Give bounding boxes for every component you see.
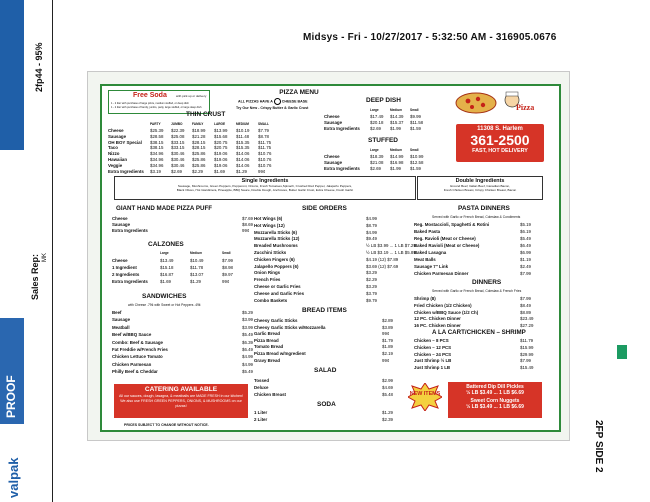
menu-item-price: $6.19 <box>520 229 531 234</box>
menu-item-name: Extra Ingredients <box>324 126 360 132</box>
proof-rail <box>0 0 52 502</box>
menu-item-name: Veggie <box>108 162 123 168</box>
menu-item-name: Pizza Bread w/Ingredient <box>254 351 306 356</box>
column-header: Small <box>410 147 419 152</box>
side-label: 2FP SIDE 2 <box>593 420 604 473</box>
menu-item-price: 99¢ <box>382 357 390 363</box>
address: 11308 S. Harlem <box>477 126 523 132</box>
menu-item-name: Cheese or Garlic Fries <box>254 284 301 289</box>
menu-item-price: $33.15 <box>171 139 185 145</box>
menu-item-price: ½ LB $3.19 ... 1 LB $5.89 <box>366 250 416 255</box>
double-ingredients-box <box>417 176 543 200</box>
menu-item-name: Sausage <box>108 133 127 139</box>
menu-item-price: $14.06 <box>236 157 250 162</box>
phone-number: 361-2500 <box>470 132 530 148</box>
menu-item-name: Chicken – 8 PCS <box>414 338 449 343</box>
menu-item-price: $10.49 <box>190 258 204 263</box>
menu-item-name: Jalapeño Poppers (6) <box>254 263 299 269</box>
menu-item-price: 99¢ <box>258 168 266 174</box>
menu-item-price: $1.19 <box>520 257 531 262</box>
menu-item-price: $9.79 <box>366 297 377 303</box>
column-header: LARGE <box>214 122 226 127</box>
column-header: Medium <box>390 107 403 112</box>
menu-item-name: Meatball <box>112 324 130 330</box>
prices-note: PRICES SUBJECT TO CHANGE WITHOUT NOTICE. <box>124 423 209 427</box>
menu-item-price: $2.49 <box>520 264 531 269</box>
menu-item-name: 16 PC. Chicken Dinner <box>414 323 461 329</box>
menu-item-price: $6.39 <box>242 339 253 345</box>
menu-item-price: $2.29 <box>192 168 203 174</box>
soda-title: SODA <box>317 401 336 408</box>
menu-item-price: $7.99 <box>222 258 233 263</box>
menu-item-name: 1 Liter <box>254 410 268 415</box>
menu-item-name: Sausage <box>324 160 343 166</box>
menu-item-price: $18.39 <box>370 154 384 159</box>
menu-item-price: $3.99 <box>242 317 253 323</box>
menu-item-price: $14.39 <box>390 114 404 119</box>
new-items-label: NEW ITEMS <box>409 391 441 397</box>
menu-item-name: Mozzarella Sticks (12) <box>254 236 300 242</box>
menu-item-price: $8.69 <box>242 222 253 228</box>
menu-item-price: $11.78 <box>190 265 204 270</box>
sales-rep-label: Sales Rep: <box>30 253 40 300</box>
menu-item-price: 99¢ <box>242 228 250 234</box>
menu-item-name: 2 Ingredients <box>112 272 140 277</box>
menu-item-price: $8.49 <box>520 302 531 308</box>
menu-item-name: Hot Wings (6) <box>254 216 283 221</box>
calzones-title: CALZONES <box>148 241 184 248</box>
bread-items-title: BREAD ITEMS <box>302 307 347 314</box>
pizza-menu-sub: ALL PIZZAS HAVE A CHEESE BASE <box>238 99 308 104</box>
menu-item-name: Baked Pasta <box>414 229 441 234</box>
menu-item-price: $11.58 <box>410 120 424 126</box>
proof-badge <box>0 318 24 424</box>
menu-item-price: $34.96 <box>150 151 164 157</box>
catering-text: All our sauces, dough, lasagna, & meatballs are MADE FRESH in our kitchen! We also use FRESH GREEN PEPPERS, ONIONS, & MUSHROOMS on our pizzas! <box>118 394 244 408</box>
menu-item-name: Beef <box>112 310 122 315</box>
menu-item-price: $15.68 <box>214 133 228 139</box>
menu-item-name: Cheese <box>108 128 124 133</box>
menu-item-name: Pizza Bread <box>254 337 279 343</box>
pizza-menu-title: PIZZA MENU <box>279 89 319 96</box>
menu-item-price: $1.79 <box>382 337 393 343</box>
menu-item-name: Baked Ravioli (Meat or Cheese) <box>414 243 480 248</box>
menu-item-name: Combo Baskets <box>254 297 288 303</box>
menu-item-name: 1 Ingredient <box>112 265 137 270</box>
menu-item-price: $20.75 <box>214 145 228 151</box>
proof-code: 2fp44 - 95% <box>34 42 44 92</box>
menu-item-price: $12.58 <box>410 160 424 166</box>
menu-item-name: Cheese <box>112 216 128 221</box>
menu-item-price: $1.29 <box>382 410 393 415</box>
menu-item-name: Just Shrimp ½ LB <box>414 358 452 364</box>
menu-item-price: $8.98 <box>222 265 233 270</box>
menu-item-price: $4.99 <box>242 361 253 367</box>
menu-item-name: Hawaiian <box>108 157 128 162</box>
pickles-title: Battered Dip Dill Pickles <box>466 384 524 390</box>
menu-item-name: Onion Rings <box>254 270 281 276</box>
menu-item-name: Zucchini Sticks <box>254 250 287 255</box>
menu-item-name: Chicken Parmesan Dinner <box>414 271 469 276</box>
column-header: MEDIUM <box>236 122 249 127</box>
dinners-title: DINNERS <box>472 279 502 286</box>
free-soda-note: with pick up or delivery <box>176 94 207 98</box>
menu-item-name: Reg. Mostaccioli, Spaghetti & Rotini <box>414 222 490 227</box>
menu-item-price: $8.89 <box>520 309 531 315</box>
menu-item-name: Just Shrimp 1 LB <box>414 365 451 371</box>
menu-item-name: Baked Lasagna <box>414 250 447 255</box>
menu-item-price: $3.29 <box>366 270 377 276</box>
crust-note: Try Our New - Crispy Butter & Garlic Crust <box>236 106 309 110</box>
menu-item-price: $38.15 <box>150 139 164 145</box>
menu-item-name: Cheesy Garlic Sticks w/Mozzarella <box>254 324 326 330</box>
menu-item-price: $10.76 <box>258 162 272 168</box>
menu-item-price: $34.96 <box>150 157 164 162</box>
menu-item-price: $13.49 <box>160 258 174 263</box>
menu-item-name: French Fries <box>254 277 281 283</box>
menu-item-name: Sausage <box>112 317 131 323</box>
menu-item-price: $7.99 <box>520 296 531 301</box>
valpak-logo: valpak <box>6 457 21 498</box>
corn-price: ½ LB $3.49 ... 1 LB $6.69 <box>466 404 524 410</box>
menu-item-name: Chicken – 24 PCS <box>414 351 452 357</box>
menu-item-name: Chicken – 12 PCS <box>414 344 452 350</box>
menu-item-price: $11.79 <box>520 338 534 343</box>
menu-item-price: $5.49 <box>242 332 253 338</box>
menu-item-price: $10.76 <box>258 151 272 157</box>
menu-item-price: $21.28 <box>192 133 206 139</box>
menu-item-name: Meat Balls <box>414 257 436 262</box>
menu-item-price: $15.37 <box>390 120 404 126</box>
alacart-title: A LA CART/CHICKEN – SHRIMP <box>432 329 526 336</box>
menu-item-price: $10.99 <box>410 154 424 159</box>
menu-item-price: $9.97 <box>222 272 233 277</box>
menu-item-price: $38.15 <box>150 145 164 151</box>
sales-rep-value: MK <box>42 253 48 262</box>
single-ingredients-list-1: Sausage, Mushrooms, Green Peppers, Pepperoni, Onions, Fresh Tomatoes,Spinach, Crushed Red Pepper, Jalapeño Peppers, <box>177 184 353 188</box>
menu-item-name: Hot Wings (12) <box>254 222 285 228</box>
menu-item-name: Shrimp (8) <box>414 296 436 301</box>
menu-item-price: $15.35 <box>236 139 250 145</box>
menu-item-price: $25.86 <box>192 162 206 168</box>
double-ingredients-list-2: Fresh Chicken Breast, Crispy Chicken Breast, Bacon <box>443 188 517 192</box>
menu-item-price: $17.49 <box>370 114 384 119</box>
column-header: Large <box>160 251 169 255</box>
column-header: JUMBO <box>171 122 183 127</box>
menu-item-price: $5.49 <box>520 236 531 241</box>
free-soda-title: Free Soda <box>133 92 167 99</box>
free-soda-fine-2: 1 - 2 liter with purchase of family, jumbo, party, large stuffed, or large deep dish <box>111 106 202 109</box>
new-items-box <box>448 382 542 418</box>
menu-item-name: Extra Ingredients <box>324 166 360 172</box>
column-header: Large <box>370 107 379 112</box>
menu-item-price: $6.99 <box>520 250 531 255</box>
menu-item-price: $2.69 <box>171 168 182 174</box>
menu-item-price: $4.99 <box>242 354 253 360</box>
menu-item-name: Fried Chicken (1/2 Chicken) <box>414 302 472 308</box>
menu-item-price: $4.99 <box>366 216 377 221</box>
menu-item-price: $5.29 <box>242 310 253 315</box>
menu-item-price: 99¢ <box>222 279 230 284</box>
menu-item-price: $4.99 <box>366 229 377 235</box>
menu-item-price: $11.75 <box>258 139 272 145</box>
rail-divider <box>52 0 53 502</box>
double-ingredients-title: Double Ingredients <box>455 178 505 184</box>
salad-title: SALAD <box>314 367 337 374</box>
menu-item-name: Cheesy Garlic Sticks <box>254 318 298 323</box>
menu-item-price: $9.99 <box>410 114 421 119</box>
menu-item-price: $23.49 <box>520 316 534 322</box>
menu-item-price: $29.99 <box>520 351 534 357</box>
dinners-note: Served with Garlic or French Bread, Coleslaw & French Fries <box>432 289 522 293</box>
menu-item-name: Philly Beef & Cheddar <box>112 369 158 375</box>
stuffed-title: STUFFED <box>368 137 398 144</box>
menu-item-name: Extra Ingredients <box>108 168 144 174</box>
menu-item-price: $4.69 <box>382 385 393 390</box>
menu-item-name: Sausage <box>112 222 131 228</box>
sandwiches-note: with Cheese .79¢ with Sweet or Hot Peppers .49¢ <box>128 303 201 307</box>
menu-item-price: $11.48 <box>236 133 250 139</box>
menu-item-price: $28.58 <box>150 133 164 139</box>
menu-item-name: Extra Ingredients <box>112 228 148 234</box>
menu-item-name: Cheese <box>324 154 340 159</box>
menu-item-price: $30.46 <box>171 151 185 157</box>
menu-item-name: Tossed <box>254 378 270 383</box>
menu-item-price: $28.15 <box>192 145 206 151</box>
menu-item-price: $3.69 (12) $7.69 <box>366 263 399 269</box>
menu-item-price: $3.89 <box>382 324 393 330</box>
menu-item-name: Chicken w/BBQ Sauce (1/2 Ch) <box>414 309 479 315</box>
column-header: PARTY <box>150 122 161 127</box>
menu-item-price: $1.99 <box>390 126 401 132</box>
corn-title: Sweet Corn Nuggets <box>470 398 520 404</box>
menu-item-price: $7.79 <box>258 128 269 133</box>
menu-item-price: $2.19 <box>382 351 393 356</box>
menu-item-price: $1.59 <box>410 126 421 132</box>
menu-item-price: $33.15 <box>171 145 185 151</box>
menu-item-name: Reg. Ravioli (Meat or Cheese) <box>414 236 476 241</box>
menu-item-name: Sausage 7" Link <box>414 264 449 269</box>
thin-crust-title: THIN CRUST <box>186 111 226 118</box>
column-header: Medium <box>190 251 203 255</box>
phone-box[interactable] <box>456 124 544 162</box>
menu-item-price: $14.06 <box>236 151 250 157</box>
menu-item-price: $1.99 <box>390 166 401 172</box>
menu-item-price: $3.99 <box>242 324 253 330</box>
menu-coupon <box>88 72 569 440</box>
menu-item-price: $19.06 <box>214 157 228 162</box>
menu-item-price: $2.99 <box>382 378 393 383</box>
free-soda-fine-1: 1 - 2 liter with purchase of large pizza, medium stuffed, or deep dish <box>111 102 189 105</box>
menu-item-name: Extra Ingredients <box>112 279 148 284</box>
menu-item-price: $19.06 <box>214 151 228 157</box>
fast-hot-delivery: FAST, HOT DELIVERY <box>472 148 528 154</box>
column-header: Medium <box>390 147 403 152</box>
menu-item-price: $8.78 <box>258 133 269 139</box>
menu-item-price: $10.76 <box>258 157 272 162</box>
oh-boy-logo <box>452 90 546 114</box>
menu-item-name: Cheese and Garlic Fries <box>254 290 305 296</box>
menu-item-price: $15.99 <box>520 344 534 350</box>
menu-item-price: $13.99 <box>214 128 228 133</box>
menu-item-price: ½ LB $3.99 ... 1 LB $7.29 <box>366 243 416 249</box>
menu-item-name: Beef w/BBQ Sauce <box>112 332 152 338</box>
menu-item-price: $3.29 <box>366 284 377 289</box>
menu-item-price: $25.39 <box>150 128 164 133</box>
menu-item-price: $2.89 <box>382 318 393 323</box>
menu-item-price: $5.19 <box>520 222 531 227</box>
menu-item-name: Chicken Breast <box>254 392 286 397</box>
menu-item-price: $1.59 <box>410 166 421 172</box>
new-items-burst <box>408 383 442 411</box>
menu-item-name: Taco <box>108 145 118 151</box>
menu-item-price: $2.29 <box>366 277 377 283</box>
menu-item-price: $4.19 (12) $7.89 <box>366 256 399 262</box>
menu-item-price: $20.18 <box>370 120 384 126</box>
menu-item-price: $22.39 <box>171 128 185 133</box>
menu-item-name: Cheese <box>324 114 340 119</box>
menu-item-price: $15.18 <box>160 265 174 270</box>
menu-item-price: $6.49 <box>520 243 531 248</box>
single-ingredients-box <box>114 176 416 200</box>
double-ingredients-list-1: Ground Beef, Italian Beef, Canadian Bacon, <box>449 184 511 188</box>
menu-item-name: 2 Liter <box>254 417 268 422</box>
menu-item-price: $16.87 <box>160 272 174 277</box>
menu-item-price: $25.86 <box>192 151 206 157</box>
rail-blue-bar <box>0 0 24 150</box>
menu-item-price: $9.49 <box>366 236 377 242</box>
side-orders-title: SIDE ORDERS <box>302 205 347 212</box>
menu-item-name: Tomato Bread <box>254 344 284 350</box>
catering-box <box>114 384 248 418</box>
menu-item-price: $25.86 <box>192 157 206 162</box>
column-header: Small <box>222 251 231 255</box>
menu-item-price: $1.89 <box>382 344 393 350</box>
menu-item-price: $5.49 <box>242 369 253 375</box>
menu-item-price: $5.48 <box>382 392 393 397</box>
menu-item-name: Gravy Bread <box>254 357 281 363</box>
menu-item-price: $19.06 <box>214 162 228 168</box>
menu-item-price: $2.69 <box>370 166 381 172</box>
menu-item-name: Mozzarella Sticks (6) <box>254 229 297 235</box>
menu-item-price: $7.69 <box>242 216 253 221</box>
menu-item-price: $18.99 <box>192 128 206 133</box>
menu-item-price: $6.49 <box>242 347 253 352</box>
pickles-price: ½ LB $3.49 ... 1 LB $6.69 <box>466 390 524 396</box>
menu-item-price: $1.69 <box>214 168 225 174</box>
column-header: Large <box>370 147 379 152</box>
green-marker <box>617 345 627 359</box>
menu-item-price: $27.29 <box>520 323 534 329</box>
pasta-dinners-title: PASTA DINNERS <box>458 205 510 212</box>
menu-item-name: Combo: Beef & Sausage <box>112 339 163 345</box>
menu-item-price: $13.07 <box>190 272 204 277</box>
menu-item-price: $8.79 <box>366 222 377 228</box>
menu-item-name: 12 PC. Chicken Dinner <box>414 316 461 322</box>
catering-title: CATERING AVAILABLE <box>144 386 218 393</box>
menu-item-name: Chicken Fingers (6) <box>254 256 295 262</box>
svg-text:Pizza: Pizza <box>516 103 535 112</box>
menu-item-price: $11.75 <box>258 145 272 151</box>
proof-timestamp: Midsys - Fri - 10/27/2017 - 5:32:50 AM - 316905.0676 <box>303 32 557 43</box>
menu-item-price: $15.35 <box>236 145 250 151</box>
menu-item-name: OH BOY Special <box>108 139 142 145</box>
menu-item-name: Chicken Parmesan <box>112 361 152 367</box>
menu-item-name: Sausage <box>324 120 343 126</box>
menu-item-name: Cheese <box>112 258 128 263</box>
menu-item-price: $16.98 <box>390 160 404 166</box>
menu-item-name: Deluxe <box>254 385 269 390</box>
menu-item-price: $2.39 <box>382 417 393 422</box>
menu-item-name: Nizzo <box>108 151 120 157</box>
menu-item-name: Breaded Mushrooms <box>254 243 298 249</box>
menu-item-name: Fat Freddie w/French Fries <box>112 347 168 352</box>
menu-item-price: $3.79 <box>366 290 377 296</box>
proof-label: PROOF <box>4 375 18 418</box>
menu-item-price: $15.49 <box>520 365 534 371</box>
single-ingredients-title: Single Ingredients <box>241 178 289 184</box>
menu-item-price: $28.15 <box>192 139 206 145</box>
menu-item-price: $10.19 <box>236 128 250 133</box>
menu-item-price: $20.75 <box>214 139 228 145</box>
menu-item-name: Garlic Bread <box>254 331 281 337</box>
menu-item-price: $1.29 <box>190 279 201 284</box>
menu-item-price: $1.69 <box>160 279 171 284</box>
menu-item-price: $34.96 <box>150 162 164 168</box>
menu-item-price: $30.46 <box>171 162 185 168</box>
menu-item-price: $14.06 <box>236 162 250 168</box>
column-header: SMALL <box>258 122 269 127</box>
menu-item-price: $21.08 <box>370 160 384 166</box>
column-header: FAMILY <box>192 122 204 127</box>
deep-dish-title: DEEP DISH <box>366 97 401 104</box>
menu-item-price: $7.99 <box>520 271 531 276</box>
menu-item-price: $14.99 <box>390 154 404 159</box>
sandwiches-title: SANDWICHES <box>142 293 187 300</box>
pizza-puff-title: GIANT HAND MADE PIZZA PUFF <box>116 205 213 212</box>
menu-item-price: $25.08 <box>171 133 185 139</box>
single-ingredients-list-2: Black Olives, Hot Giardiniera, Pineapple, BBQ Sauce, Double Dough, Anchovies, Butter Garlic Crust, Extra Cheese, Fresh Garlic <box>176 188 354 192</box>
menu-item-price: $1.29 <box>236 168 247 174</box>
menu-item-price: $30.46 <box>171 157 185 162</box>
menu-item-price: $2.69 <box>370 126 381 132</box>
column-header: Small <box>410 107 419 112</box>
menu-item-price: 99¢ <box>382 331 390 337</box>
menu-item-name: Chicken Lettuce Tomato <box>112 354 163 360</box>
pasta-note: Served with Garlic or French Bread, Coleslaw & Condiments <box>432 215 521 219</box>
menu-item-price: $3.19 <box>150 168 161 174</box>
menu-item-price: $7.99 <box>520 358 531 364</box>
